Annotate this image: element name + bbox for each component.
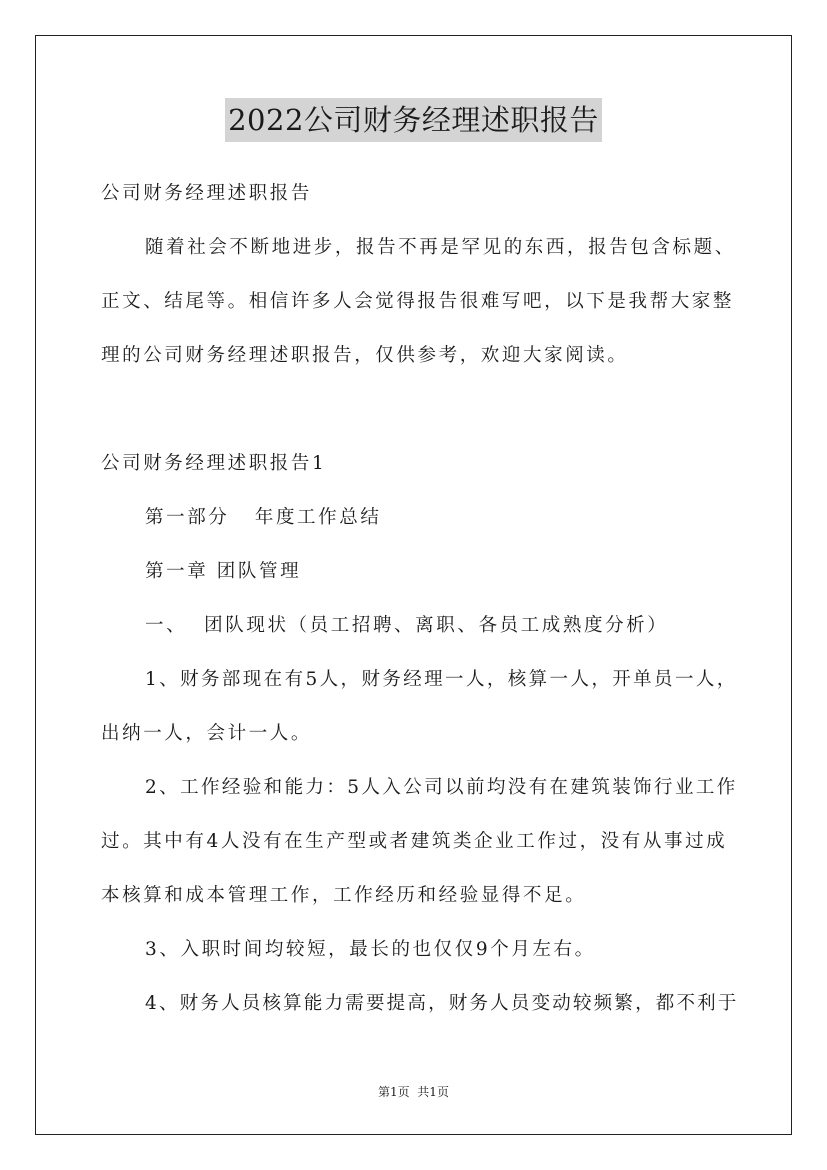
paragraph-line: 出纳一人，会计一人。 <box>101 723 313 744</box>
paragraph-line: 1、财务部现在有5人，财务经理一人，核算一人，开单员一人， <box>145 669 738 690</box>
paragraph-line: 本核算和成本管理工作，工作经历和经验显得不足。 <box>101 885 587 906</box>
paragraph-line: 正文、结尾等。相信许多人会觉得报告很难写吧，以下是我帮大家整 <box>101 291 735 312</box>
paragraph-line: 过。其中有4人没有在生产型或者建筑类企业工作过，没有从事过成 <box>101 831 728 852</box>
section-heading: 公司财务经理述职报告1 <box>101 453 327 474</box>
paragraph-line: 4、财务人员核算能力需要提高，财务人员变动较频繁，都不利于 <box>145 993 739 1014</box>
chapter-heading: 第一章 团队管理 <box>145 561 302 582</box>
page-number-footer: 第1页 共1页 <box>378 1085 449 1099</box>
subtitle-line: 公司财务经理述职报告 <box>101 183 313 204</box>
paragraph-line: 随着社会不断地进步，报告不再是罕见的东西，报告包含标题、 <box>145 237 736 258</box>
part-heading: 第一部分 年度工作总结 <box>145 507 382 528</box>
title-container <box>0 98 827 142</box>
paragraph-line: 3、入职时间均较短，最长的也仅仅9个月左右。 <box>145 939 596 960</box>
document-title: 2022公司财务经理述职报告 <box>225 98 602 142</box>
paragraph-line: 理的公司财务经理述职报告，仅供参考，欢迎大家阅读。 <box>101 345 629 366</box>
subsection-heading: 一、 团队现状（员工招聘、离职、各员工成熟度分析） <box>145 615 669 636</box>
paragraph-line: 2、工作经验和能力：5人入公司以前均没有在建筑装饰行业工作 <box>145 777 738 798</box>
